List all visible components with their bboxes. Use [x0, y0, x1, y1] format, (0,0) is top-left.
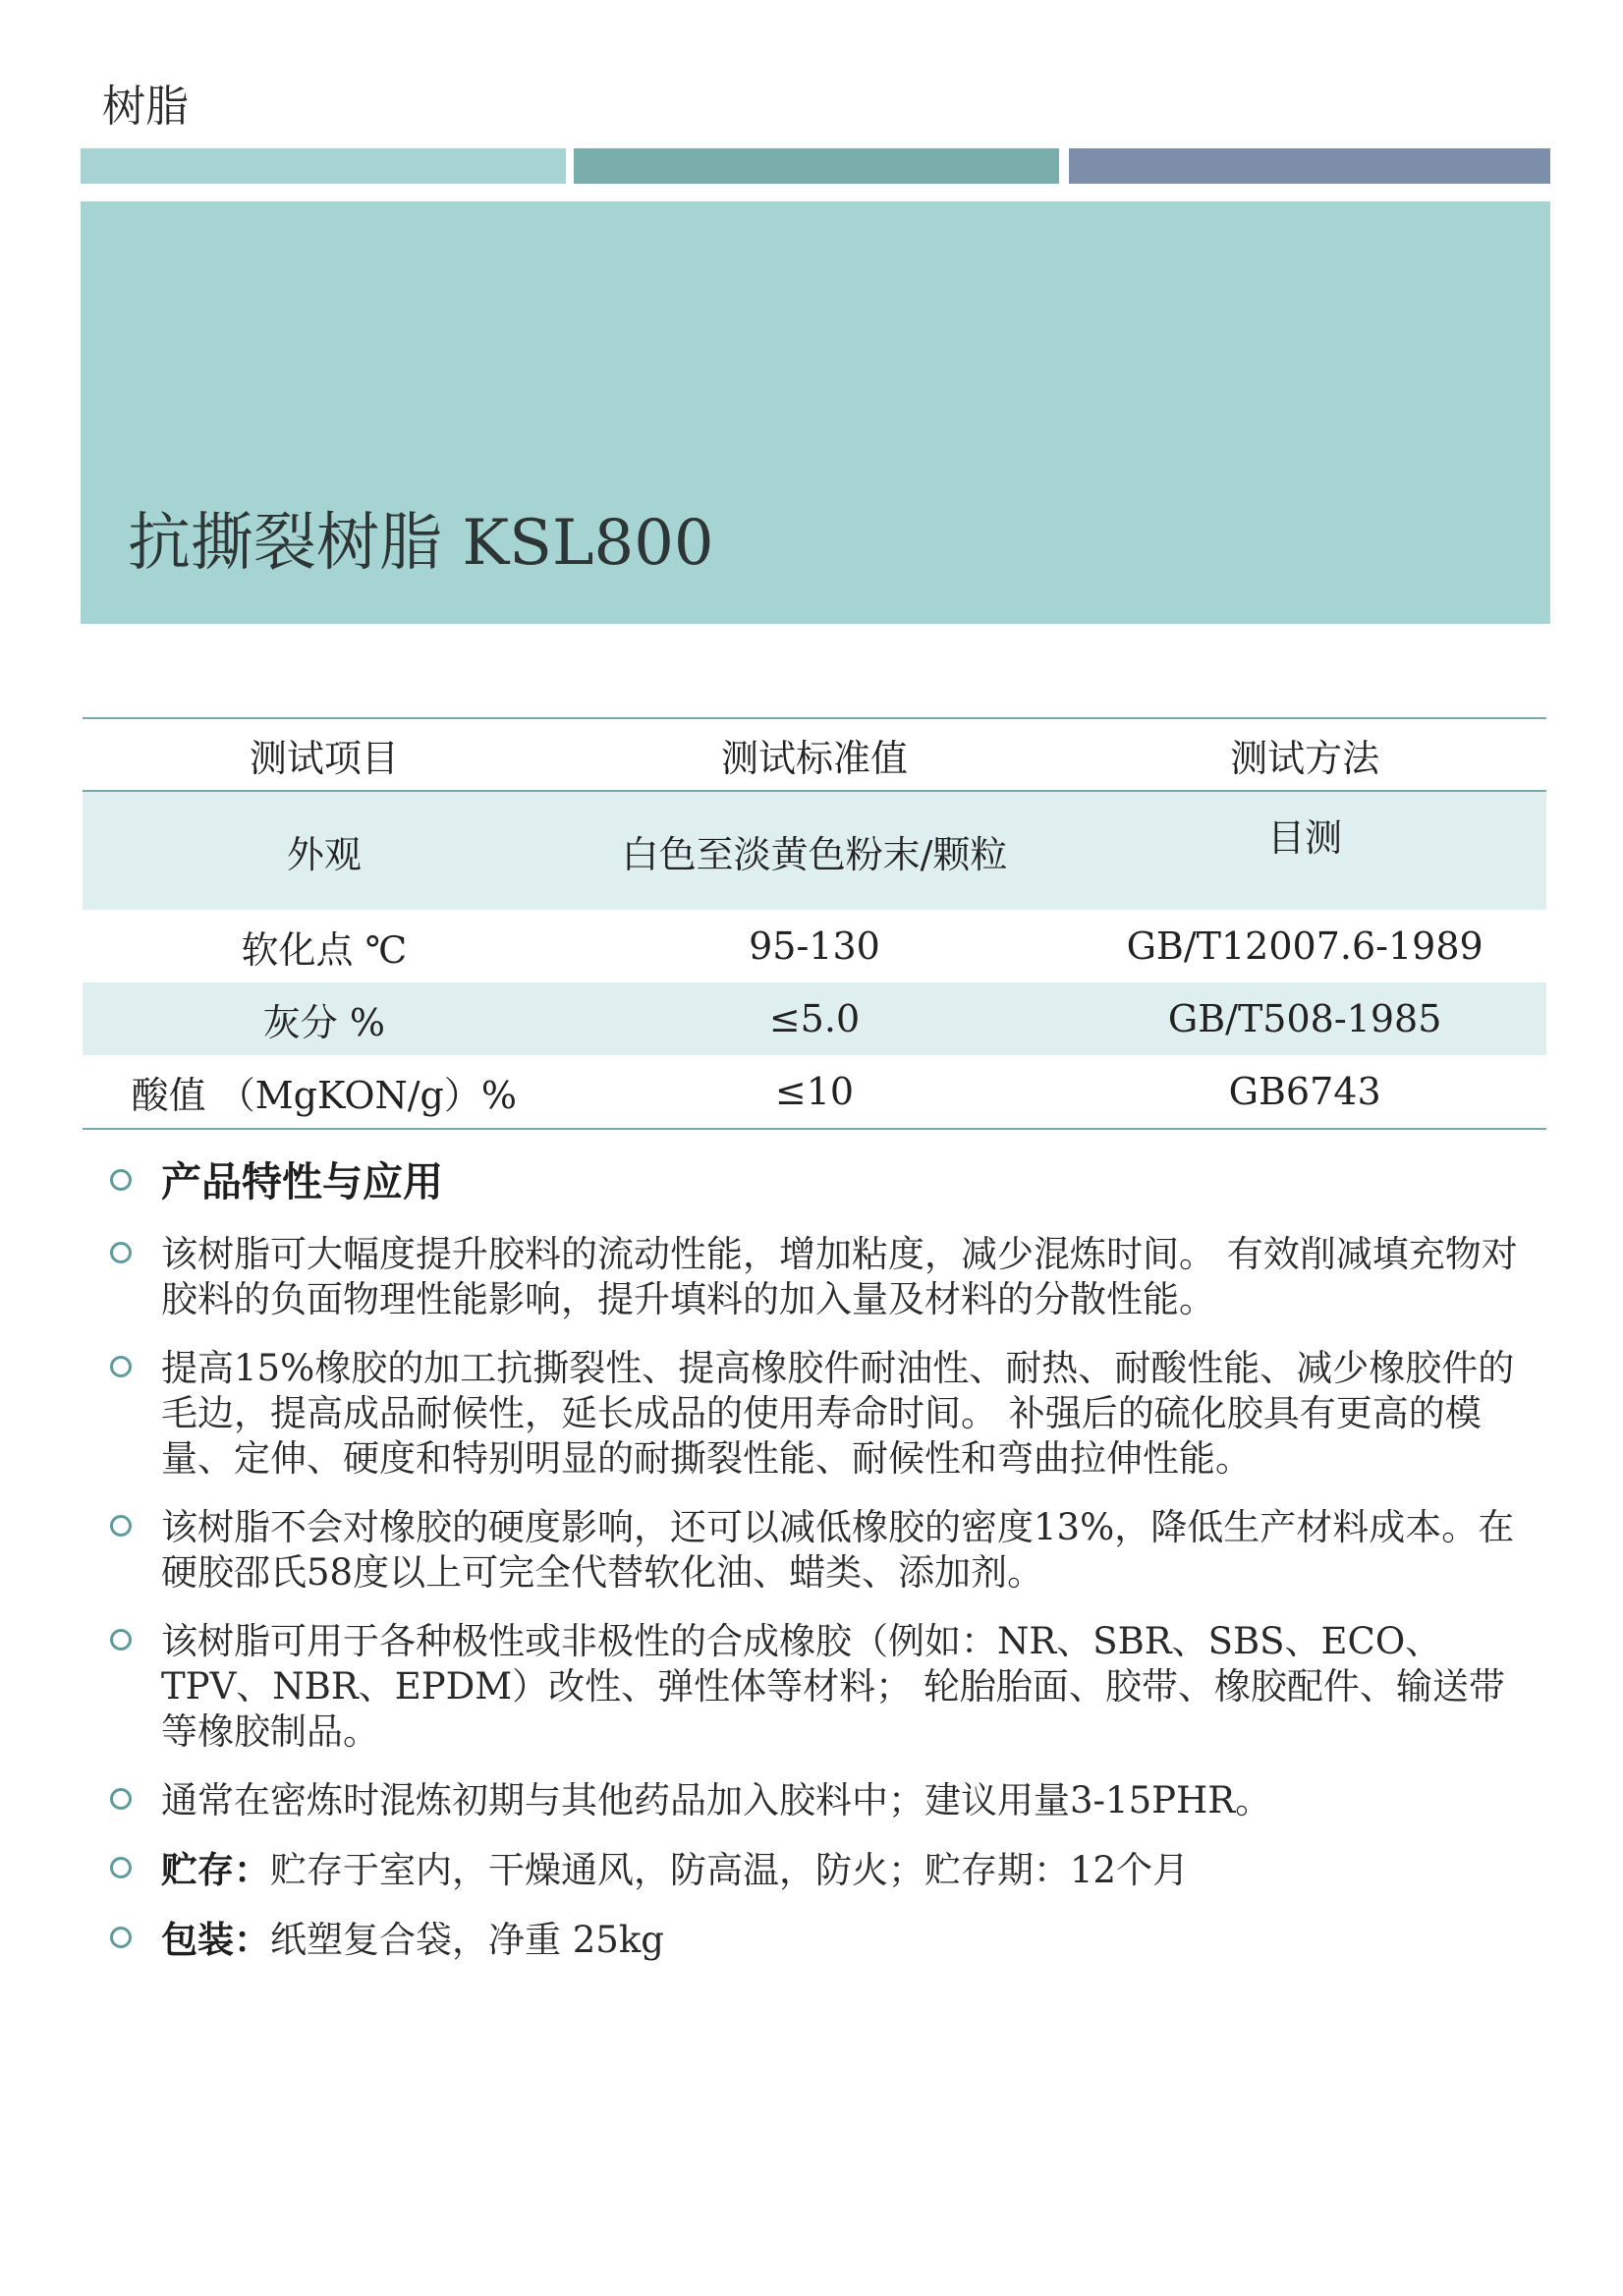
header-test-method: 测试方法: [1063, 718, 1546, 791]
title-banner: [81, 201, 1550, 624]
product-title: 抗撕裂树脂 KSL800: [128, 507, 714, 580]
circle-bullet-icon: [110, 1927, 132, 1948]
cell-item: 灰分 %: [83, 982, 566, 1055]
cell-method: GB/T508-1985: [1063, 982, 1546, 1055]
cell-method: GB/T12007.6-1989: [1126, 924, 1483, 968]
cell-item: 软化点 ℃: [241, 927, 408, 972]
cell-value: 95-130: [749, 924, 880, 968]
table-row: [83, 1055, 1546, 1129]
storage-label: 贮存：: [161, 1848, 270, 1891]
packing-item: [110, 1917, 1535, 1963]
list-item-text: 提高15%橡胶的加工抗撕裂性、提高橡胶件耐油性、耐热、耐酸性能、减少橡胶件的毛边，提高成品耐候性，延长成品的使用寿命时间。 补强后的硫化胶具有更高的模量、定伸、硬度和特别明显的耐撕裂性能、耐候性和弯曲拉伸性能。: [161, 1347, 1515, 1480]
list-item-text: 该树脂可用于各种极性或非极性的合成橡胶（例如：NR、SBR、SBS、ECO、TPV、NBR、EPDM）改性、弹性体等材料； 轮胎胎面、胶带、橡胶配件、输送带等橡胶制品。: [161, 1620, 1505, 1753]
storage-item: [110, 1847, 1535, 1893]
cell-item: 外观: [83, 791, 566, 910]
features-heading-text: 产品特性与应用: [161, 1158, 443, 1205]
features-list: [110, 1159, 1535, 1987]
cell-item: 酸值 （MgKON/g）%: [83, 1055, 566, 1129]
header-bar-3: [1069, 148, 1550, 184]
circle-bullet-icon: [110, 1857, 132, 1878]
cell-method: 目测: [1063, 791, 1546, 910]
table-row: [83, 910, 1546, 982]
list-item: [110, 1346, 1535, 1482]
cell-value: ≤5.0: [566, 982, 1064, 1055]
category-label: 树脂: [102, 82, 189, 132]
features-heading: [110, 1159, 1535, 1204]
storage-text: 贮存于室内，干燥通风，防高温，防火；贮存期：12个月: [270, 1849, 1190, 1891]
header-bar-2: [574, 148, 1059, 184]
packing-text: 纸塑复合袋，净重 25kg: [270, 1919, 664, 1961]
cell-method: GB6743: [1063, 1055, 1546, 1129]
spec-table: [83, 717, 1546, 1130]
list-item: [110, 1232, 1535, 1322]
list-item-text: 通常在密炼时混炼初期与其他药品加入胶料中；建议用量3-15PHR。: [161, 1779, 1272, 1821]
list-item: [110, 1619, 1535, 1755]
header-standard-value: 测试标准值: [566, 718, 1064, 791]
header-test-item: 测试项目: [83, 718, 566, 791]
cell-value: ≤10: [566, 1055, 1064, 1129]
list-item: [110, 1505, 1535, 1596]
table-row: [83, 791, 1546, 910]
table-row: [83, 982, 1546, 1055]
circle-bullet-icon: [110, 1242, 132, 1263]
table-header-row: [83, 718, 1546, 791]
header-bar-1: [81, 148, 566, 184]
circle-bullet-icon: [110, 1788, 132, 1810]
circle-bullet-icon: [110, 1629, 132, 1651]
cell-value: 白色至淡黄色粉末/颗粒: [566, 791, 1064, 910]
packing-label: 包装：: [161, 1918, 270, 1961]
list-item: [110, 1778, 1535, 1823]
circle-bullet-icon: [110, 1356, 132, 1377]
circle-bullet-icon: [110, 1515, 132, 1537]
circle-bullet-icon: [110, 1169, 132, 1191]
list-item-text: 该树脂可大幅度提升胶料的流动性能，增加粘度，减少混炼时间。 有效削减填充物对胶料的负面物理性能影响，提升填料的加入量及材料的分散性能。: [161, 1233, 1518, 1320]
list-item-text: 该树脂不会对橡胶的硬度影响，还可以减低橡胶的密度13%，降低生产材料成本。在硬胶邵氏58度以上可完全代替软化油、蜡类、添加剂。: [161, 1506, 1515, 1594]
